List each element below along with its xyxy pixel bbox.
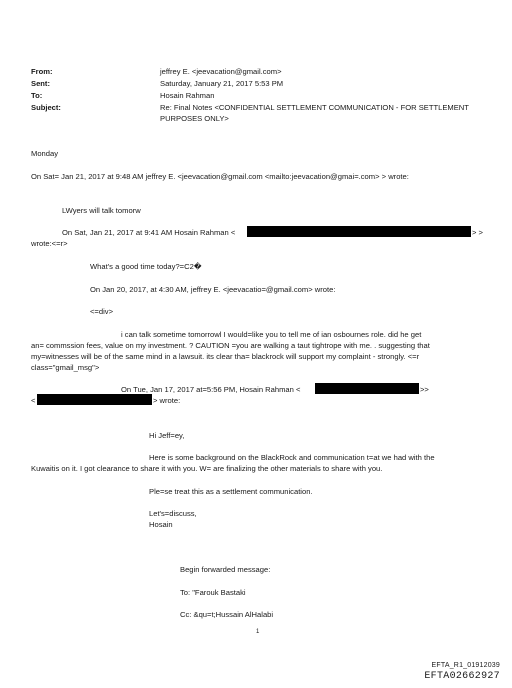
cc-line-text: Cc: &qu=t;Hussain AlHalabi [180,610,274,619]
monday-text: Monday [31,149,59,158]
on-tue-line: On Tue, Jan 17, 2017 at=5:56 PM, Hosain Rahman < [121,385,301,394]
to-label: To: [31,91,43,100]
div-tag-text: <=div> [90,307,114,316]
from-value: jeffrey E. <jeevacation@gmail.com> [160,67,282,76]
subject-value-line2: PURPOSES ONLY> [160,114,229,123]
on-sat-941-end: > > [472,228,483,237]
sent-value: Saturday, January 21, 2017 5:53 PM [160,79,284,88]
from-label: From: [31,67,53,76]
on-jan20-line: On Jan 20, 2017, at 4:30 AM, jeffrey E. <jeevacatio=@gmail.com> wrote: [90,285,336,294]
sent-label: Sent: [31,79,50,88]
hi-jeff-text: Hi Jeff=ey, [149,431,185,440]
redaction-box [37,394,152,405]
footer-id-big: EFTA02662927 [424,671,500,682]
paragraph-line-2: an= commssion fees, value on my investment. ? CAUTION =you are walking a taut tightrope with me. . suggesting that [31,341,430,350]
to-farouk-text: To: "Farouk Bastaki [180,588,246,597]
paragraph-line-3: my=witnesses will be of the same mind in a lawsuit. its clear tha= blackrock will support my complaint - strongly. <=r [31,352,420,361]
paragraph-line-1: i can talk sometime tomorrowl I would=like you to tell me of ian osbournes role. did he get [121,330,422,339]
wrote-text: > wrote: [153,396,181,405]
lwyers-text: LWyers will talk tomorw [62,206,141,215]
please-text: Ple=se treat this as a settlement communication. [149,487,313,496]
redaction-box [315,383,419,394]
page-number: 1 [256,629,260,635]
begin-forwarded-text: Begin forwarded message: [180,565,271,574]
to-value: Hosain Rahman [160,91,215,100]
open-angle-text: < [31,396,36,405]
on-sat-948-line: On Sat= Jan 21, 2017 at 9:48 AM jeffrey E. <jeevacation@gmail.com <mailto:jeevacation@gmai=.com> > wrote: [31,172,409,181]
on-tue-end: >> [420,385,429,394]
lets-discuss-text: Let's=discuss, [149,509,197,518]
paragraph-line-4: class="gmail_msg"> [31,363,100,372]
wrote-r-text: wrote:<=r> [31,239,68,248]
subject-value-line1: Re: Final Notes <CONFIDENTIAL SETTLEMENT COMMUNICATION - FOR SETTLEMENT [160,103,469,112]
hosain-signature: Hosain [149,520,173,529]
here-line-1: Here is some background on the BlackRock and communication t=at we had with the [149,453,435,462]
on-sat-941-line: On Sat, Jan 21, 2017 at 9:41 AM Hosain Rahman < [62,228,236,237]
here-line-2: Kuwaitis on it. I got clearance to share it with you. W= are finalizing the other materials to share with you. [31,464,383,473]
redaction-box [247,226,471,237]
subject-label: Subject: [31,103,61,112]
footer-id-small: EFTA_R1_01912039 [431,662,500,669]
good-time-text: What's a good time today?=C2� [90,262,202,271]
